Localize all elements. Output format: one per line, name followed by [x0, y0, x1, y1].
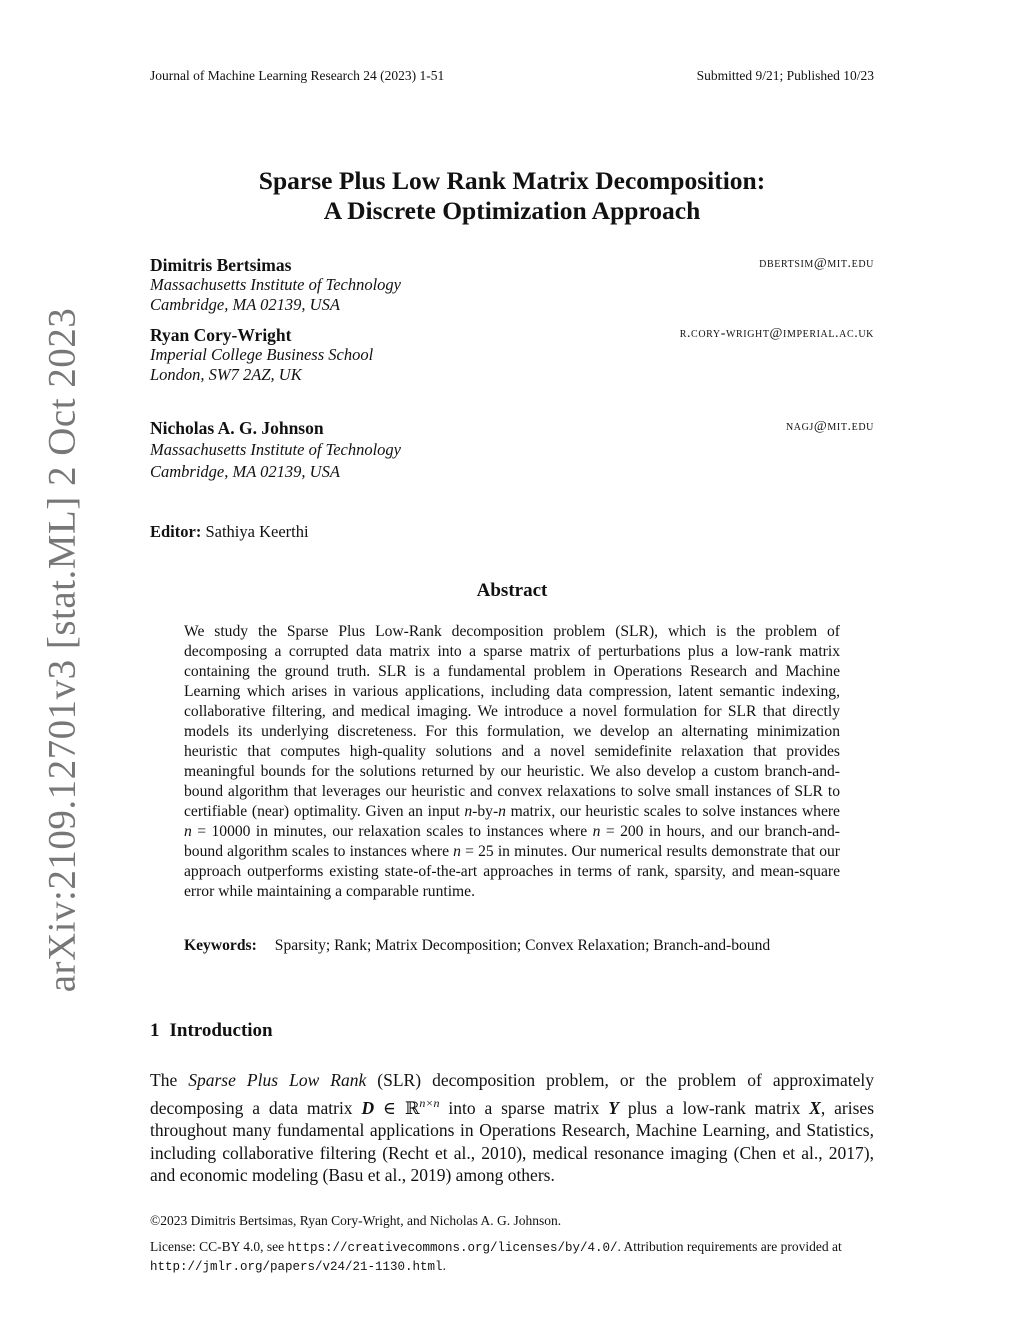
- author-name: Dimitris Bertsimas: [150, 255, 292, 275]
- intro-text: into a sparse matrix: [439, 1097, 609, 1118]
- intro-paragraph: [150, 1069, 874, 1187]
- license-text: License: CC-BY 4.0, see: [150, 1239, 288, 1254]
- matrix-Y: Y: [608, 1097, 619, 1118]
- superscript: n×n: [419, 1095, 440, 1110]
- abstract-text: We study the Sparse Plus Low-Rank decomposition problem (SLR), which is the problem of decomposing a corrupted data matrix into a sparse matrix of perturbations plus a low-rank matrix containing the ground truth. SLR is a fundamental problem in Operations Research and Machine Learning which arises in various applications, including data compression, latent semantic indexing, collaborative filtering, and medical imaging. We introduce a novel formulation for SLR that directly models its underlying discreteness. For this formulation, we develop an alternating minimization heuristic that computes high-quality solutions and a novel semidefinite relaxation that provides meaningful bounds for the solutions returned by our heuristic. We also develop a custom branch-and-bound algorithm that leverages our heuristic and convex relaxations to solve small instances of SLR to certifiable (near) optimality. Given an input: [184, 623, 840, 820]
- abstract-text: matrix, our heuristic scales to solve instances where: [505, 803, 840, 820]
- author-name: Ryan Cory-Wright: [150, 325, 292, 345]
- matrix-X: X: [809, 1097, 821, 1118]
- section-heading: [150, 1020, 273, 1042]
- license-link[interactable]: https://creativecommons.org/licenses/by/4.0/: [287, 1241, 618, 1255]
- author-block-2: [150, 325, 874, 385]
- math-n: n: [184, 823, 192, 840]
- author-address: Cambridge, MA 02139, USA: [150, 462, 340, 481]
- abstract-text: -by-: [472, 803, 499, 820]
- author-affiliation: Massachusetts Institute of Technology: [150, 440, 401, 459]
- author-email[interactable]: nagj@mit.edu: [785, 419, 874, 434]
- editor-name: Sathiya Keerthi: [205, 522, 309, 541]
- keywords-label: Keywords:: [184, 937, 257, 954]
- abstract-body: [184, 622, 840, 902]
- math-n: n: [592, 823, 601, 840]
- title-line-1: Sparse Plus Low Rank Matrix Decomposition:: [258, 166, 766, 195]
- author-email[interactable]: r.cory-wright@imperial.ac.uk: [679, 326, 874, 341]
- submission-dates: Submitted 9/21; Published 10/23: [696, 68, 874, 83]
- matrix-D: D: [361, 1097, 375, 1118]
- editor-label: Editor:: [150, 522, 202, 541]
- license: [150, 1238, 874, 1276]
- arxiv-stamp: arXiv:2109.12701v3 [stat.ML] 2 Oct 2023: [40, 307, 84, 993]
- keywords-text: Sparsity; Rank; Matrix Decomposition; Convex Relaxation; Branch-and-bound: [274, 937, 771, 954]
- author-affiliation: Imperial College Business School: [150, 345, 374, 364]
- keywords: [184, 936, 840, 956]
- author-affiliation: Massachusetts Institute of Technology: [150, 275, 401, 294]
- math-n: n: [453, 843, 461, 860]
- paper-link[interactable]: http://jmlr.org/papers/v24/21-1130.html: [150, 1260, 443, 1274]
- author-name: Nicholas A. G. Johnson: [150, 418, 324, 438]
- intro-text: plus a low-rank matrix: [619, 1097, 810, 1118]
- emphasis: Sparse Plus Low Rank: [188, 1070, 367, 1090]
- license-text: . Attribution requirements are provided at: [617, 1239, 842, 1254]
- paper-title: [150, 166, 874, 226]
- intro-text: The: [150, 1070, 189, 1090]
- author-block-3: [150, 418, 874, 482]
- abstract-text: = 200 in hours, and our branch-and-bound algorithm scales to instances where: [184, 823, 840, 860]
- abstract-text: = 25 in minutes. Our numerical results demonstrate that our approach outperforms existing state-of-the-art approaches in terms of rank, sparsity, and mean-square error while maintaining a comparable runtime.: [184, 843, 841, 900]
- abstract-heading: Abstract: [476, 580, 548, 601]
- intro-text: ∈ ℝ: [374, 1097, 420, 1118]
- intro-text: , arises throughout many fundamental applications in Operations Research, Machine Learning, and Statistics, including collaborative filtering (Recht et al., 2010), medical resonance imaging (Chen et al., 2017), and economic modeling (Basu et al., 2019) among others.: [150, 1097, 875, 1186]
- author-email[interactable]: dbertsim@mit.edu: [759, 256, 874, 271]
- author-address: Cambridge, MA 02139, USA: [150, 295, 340, 314]
- intro-text: (SLR) decomposition problem, or the problem of approximately decomposing a data matrix: [150, 1070, 874, 1118]
- section-title: Introduction: [169, 1020, 273, 1041]
- math-n: n: [498, 803, 506, 820]
- copyright: ©2023 Dimitris Bertsimas, Ryan Cory-Wright, and Nicholas A. G. Johnson.: [150, 1213, 562, 1228]
- author-block-1: [150, 255, 874, 315]
- editor-line: [150, 522, 309, 542]
- section-number: 1: [150, 1020, 160, 1041]
- title-line-2: A Discrete Optimization Approach: [323, 196, 701, 225]
- journal-header: Journal of Machine Learning Research 24 (2023) 1-51: [150, 68, 445, 83]
- math-n: n: [464, 803, 473, 820]
- license-text: .: [442, 1258, 446, 1273]
- abstract-text: = 10000 in minutes, our relaxation scales to instances where: [191, 823, 593, 840]
- author-address: London, SW7 2AZ, UK: [150, 365, 302, 384]
